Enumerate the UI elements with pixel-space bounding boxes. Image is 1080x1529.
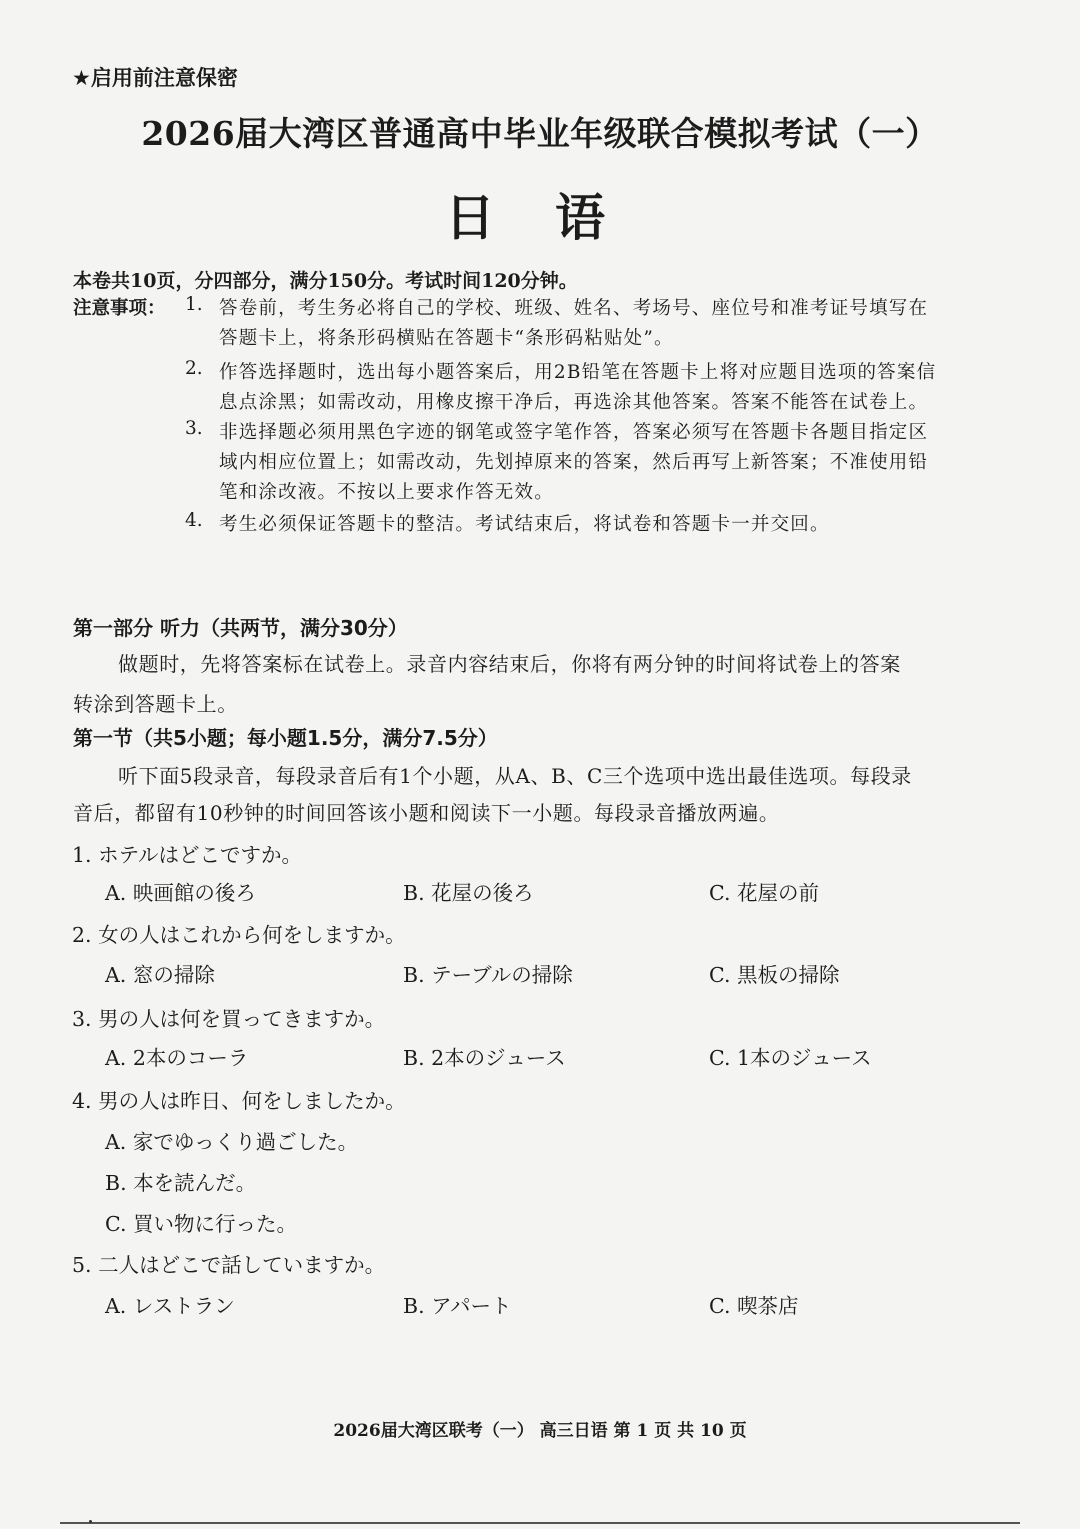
answer-option: B. テーブルの掃除 [403, 963, 573, 987]
note-line: 作答选择题时，选出每小题答案后，用2B铅笔在答题卡上将对应题目选项的答案信 [219, 362, 937, 383]
question: 5. 二人はどこで話していますか。 [72, 1253, 386, 1277]
note-line: 答卷前，考生务必将自己的学校、班级、姓名、考场号、座位号和准考证号填写在 [219, 298, 929, 319]
answer-option: C. 喫茶店 [709, 1294, 799, 1318]
section1-intro-line: 音后，都留有10秒钟的时间回答该小题和阅读下一小题。每段录音播放两遍。 [73, 801, 780, 825]
answer-option: B. 花屋の後ろ [403, 881, 534, 905]
answer-option: A. 窓の掃除 [105, 963, 215, 987]
part1-intro-line: 转涂到答题卡上。 [73, 692, 238, 716]
note-line: 考生必须保证答题卡的整洁。考试结束后，将试卷和答题卡一并交回。 [219, 514, 830, 535]
note-line: 答题卡上，将条形码横贴在答题卡“条形码粘贴处”。 [219, 328, 674, 349]
question: 3. 男の人は何を買ってきますか。 [72, 1007, 386, 1031]
answer-option: B. 2本のジュース [403, 1046, 566, 1070]
note-number: 2. [185, 358, 203, 379]
note-line: 笔和涂改液。不按以上要求作答无效。 [219, 482, 554, 503]
exam-meta: 本卷共10页，分四部分，满分150分。考试时间120分钟。 [73, 270, 578, 292]
question: 1. ホテルはどこですか。 [72, 843, 303, 867]
answer-option: A. 2本のコーラ [105, 1046, 249, 1070]
note-number: 1. [185, 294, 203, 315]
part1-intro-line: 做题时，先将答案标在试卷上。录音内容结束后，你将有两分钟的时间将试卷上的答案 [118, 652, 901, 676]
scan-speck [89, 1520, 92, 1523]
section1-heading: 第一节（共5小题；每小题1.5分，满分7.5分） [73, 726, 498, 750]
note-line: 息点涂黑；如需改动，用橡皮擦干净后，再选涂其他答案。答案不能答在试卷上。 [219, 392, 929, 413]
answer-option: B. 本を読んだ。 [105, 1171, 257, 1195]
confidential-notice: ★启用前注意保密 [72, 66, 238, 90]
page-footer: 2026届大湾区联考（一） 高三日语 第 1 页 共 10 页 [333, 1421, 747, 1441]
answer-option: C. 買い物に行った。 [105, 1212, 297, 1236]
part1-heading: 第一部分 听力（共两节，满分30分） [73, 616, 408, 640]
notes-label: 注意事项： [73, 298, 166, 319]
answer-option: C. 黒板の掃除 [709, 963, 840, 987]
answer-option: A. 家でゆっくり過ごした。 [105, 1130, 359, 1154]
bottom-rule [60, 1522, 1020, 1524]
answer-option: C. 1本のジュース [709, 1046, 872, 1070]
section1-intro-line: 听下面5段录音，每段录音后有1个小题，从A、B、C三个选项中选出最佳选项。每段录 [118, 764, 912, 788]
subject-title: 日语 [445, 189, 665, 247]
note-number: 3. [185, 418, 203, 439]
note-number: 4. [185, 510, 203, 531]
answer-option: B. アパート [403, 1294, 512, 1318]
note-line: 域内相应位置上；如需改动，先划掉原来的答案，然后再写上新答案；不准使用铅 [219, 452, 929, 473]
answer-option: C. 花屋の前 [709, 881, 819, 905]
note-line: 非选择题必须用黑色字迹的钢笔或签字笔作答，答案必须写在答题卡各题目指定区 [219, 422, 929, 443]
answer-option: A. 映画館の後ろ [105, 881, 256, 905]
answer-option: A. レストラン [105, 1294, 235, 1318]
exam-title: 2026届大湾区普通高中毕业年级联合模拟考试（一） [141, 114, 939, 153]
question: 2. 女の人はこれから何をしますか。 [72, 923, 406, 947]
question: 4. 男の人は昨日、何をしましたか。 [72, 1089, 406, 1113]
